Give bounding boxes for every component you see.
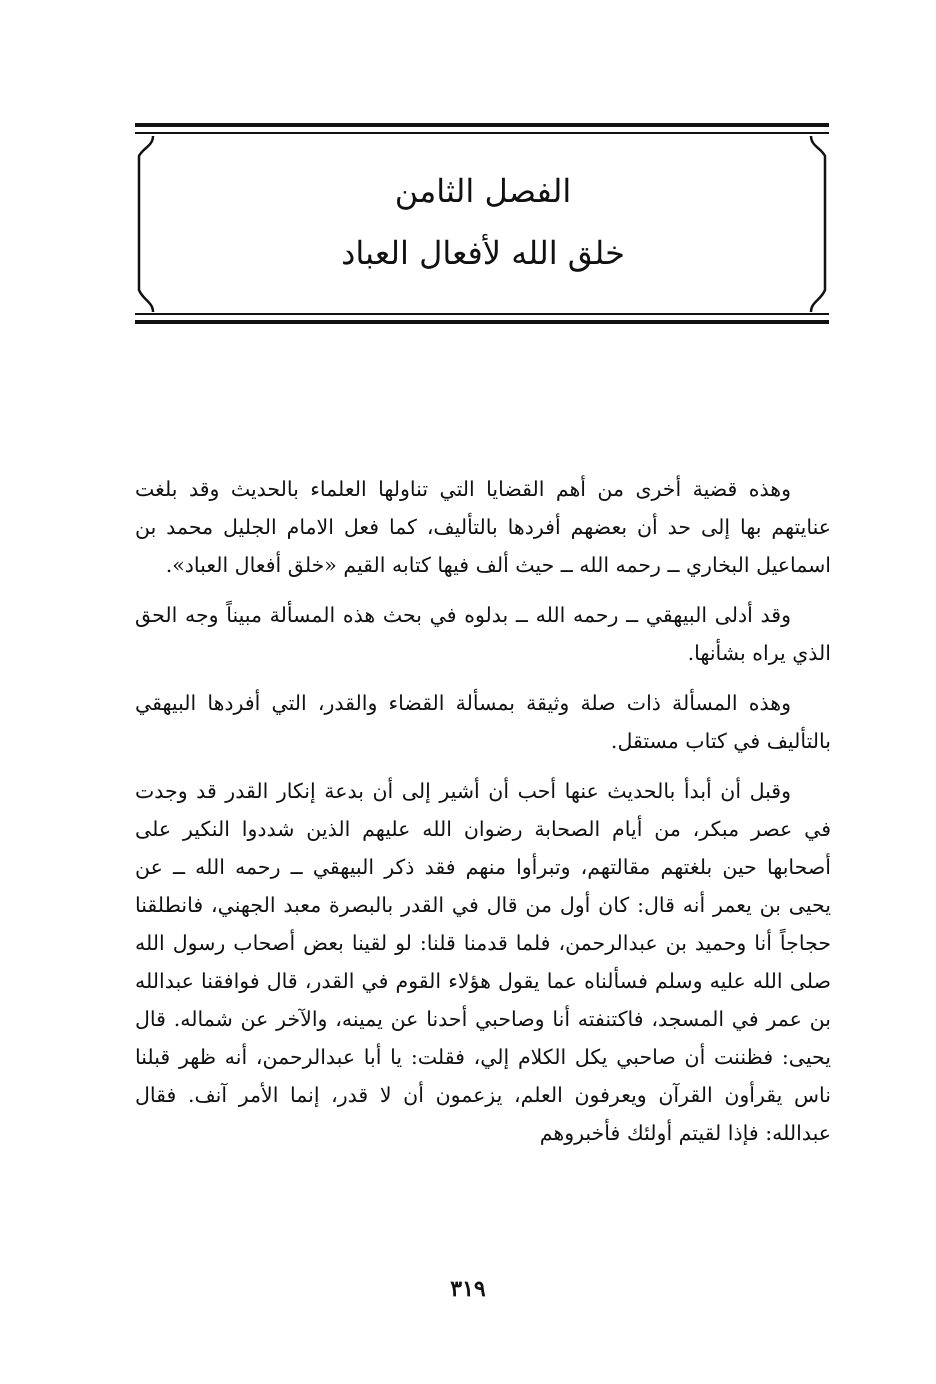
header-rule-bottom-thin bbox=[135, 313, 829, 315]
paragraph-1: وهذه قضية أخرى من أهم القضايا التي تناولها العلماء بالحديث وقد بلغت عنايتهم بها إلى حد أن بعضهم أفردها بالتأليف، كما فعل الامام الجليل محمد بن اسماعيل البخاري ــ رحمه الله ــ حيث ألف فيها كتابه القيم «خلق أفعال العباد». bbox=[135, 477, 831, 577]
paragraph-4: وقبل أن أبدأ بالحديث عنها أحب أن أشير إلى أن بدعة إنكار القدر قد وجدت في عصر مبكر، من أيام الصحابة رضوان الله عليهم الذين شددوا النكير على أصحابها حين بلغتهم مقالتهم، وتبرأوا منهم فقد ذكر البيهقي ــ رحمه الله ــ عن يحيى بن يعمر أنه قال: كان أول من قال في القدر بالبصرة معبد الجهني، فانطلقنا حجاجاً أنا وحميد بن عبدالرحمن، فلما قدمنا قلنا: لو لقينا بعض أصحاب رسول الله صلى الله عليه وسلم فسألناه عما يقول هؤلاء القوم في القدر، قال فوافقنا عبدالله بن عمر في المسجد، فاكتنفته أنا وصاحبي أحدنا عن يمينه، والآخر عن شماله. قال يحيى: فظننت أن صاحبي يكل الكلام إلي، فقلت: يا أبا عبدالرحمن، أنه ظهر قبلنا ناس يقرأون القرآن ويعرفون العلم، يزعمون أن لا قدر، إنما الأمر آنف. فقال عبدالله: فإذا لقيتم أولئك فأخبروهم bbox=[135, 779, 831, 1145]
paragraph-2: وقد أدلى البيهقي ــ رحمه الله ــ بدلوه في بحث هذه المسألة مبيناً وجه الحق الذي يراه بشأنها. bbox=[135, 603, 831, 665]
body-text bbox=[135, 470, 831, 1164]
chapter-title: خلق الله لأفعال العباد bbox=[341, 234, 625, 272]
header-rule-bottom-thick bbox=[135, 320, 829, 324]
page-number: ٣١٩ bbox=[450, 1276, 486, 1302]
chapter-number: الفصل الثامن bbox=[394, 172, 572, 210]
chapter-frame bbox=[135, 134, 829, 314]
header-rule-top-thick bbox=[135, 123, 829, 127]
paragraph-3: وهذه المسألة ذات صلة وثيقة بمسألة القضاء والقدر، التي أفردها البيهقي بالتأليف في كتاب مستقل. bbox=[135, 691, 831, 753]
